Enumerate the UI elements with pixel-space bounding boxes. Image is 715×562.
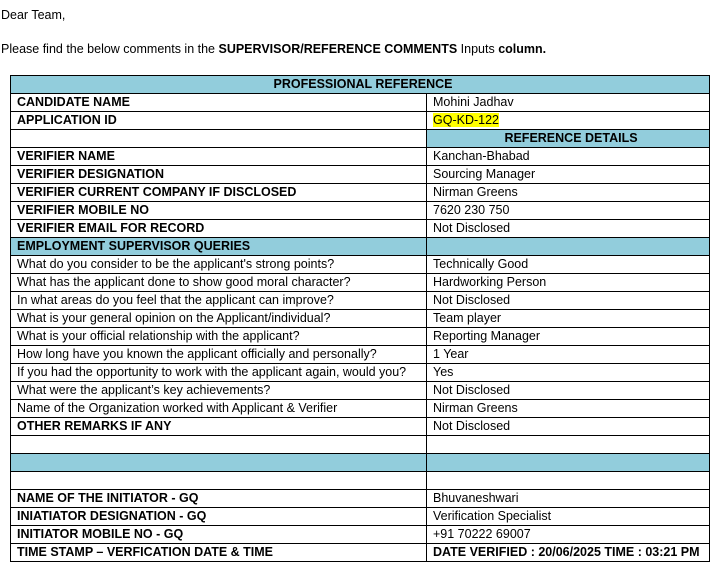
table-row [11, 400, 710, 418]
row-value: Not Disclosed [427, 418, 710, 436]
row-label: What do you consider to be the applicant's strong points? [11, 256, 427, 274]
table-row [11, 310, 710, 328]
table-row [11, 526, 710, 544]
row-value [427, 112, 710, 130]
row-value: Nirman Greens [427, 400, 710, 418]
row-label: How long have you known the applicant officially and personally? [11, 346, 427, 364]
blank-cell [11, 472, 427, 490]
row-value: Nirman Greens [427, 184, 710, 202]
row-value: DATE VERIFIED : 20/06/2025 TIME : 03:21 PM [427, 544, 710, 562]
table-row [11, 166, 710, 184]
table-row [11, 94, 710, 112]
table-row [11, 274, 710, 292]
row-value: 1 Year [427, 346, 710, 364]
separator-band-cell [427, 454, 710, 472]
table-row [11, 508, 710, 526]
row-value: Kanchan-Bhabad [427, 148, 710, 166]
queries-header-filler [427, 238, 710, 256]
row-value: Reporting Manager [427, 328, 710, 346]
row-label: TIME STAMP – VERFICATION DATE & TIME [11, 544, 427, 562]
table-row [11, 382, 710, 400]
row-label: VERIFIER NAME [11, 148, 427, 166]
table-row [11, 148, 710, 166]
reference-details-row [11, 130, 710, 148]
blank-cell [11, 436, 427, 454]
row-value: Yes [427, 364, 710, 382]
row-value: Sourcing Manager [427, 166, 710, 184]
row-label: INITIATOR MOBILE NO - GQ [11, 526, 427, 544]
blank-cell [427, 436, 710, 454]
table-row [11, 418, 710, 436]
intro-text [1, 42, 546, 56]
reference-details-header: REFERENCE DETAILS [427, 130, 710, 148]
row-value: Bhuvaneshwari [427, 490, 710, 508]
separator-band-cell [11, 454, 427, 472]
spacer-cell [11, 130, 427, 148]
row-value: Verification Specialist [427, 508, 710, 526]
row-label: VERIFIER MOBILE NO [11, 202, 427, 220]
row-value: Not Disclosed [427, 382, 710, 400]
application-id-highlight: GQ-KD-122 [433, 113, 499, 127]
row-label: VERIFIER CURRENT COMPANY IF DISCLOSED [11, 184, 427, 202]
intro-bold-column: column. [498, 42, 547, 56]
row-value: 7620 230 750 [427, 202, 710, 220]
row-label: VERIFIER EMAIL FOR RECORD [11, 220, 427, 238]
row-label: APPLICATION ID [11, 112, 427, 130]
blank-row [11, 472, 710, 490]
row-value: Not Disclosed [427, 292, 710, 310]
table-row [11, 346, 710, 364]
row-label: If you had the opportunity to work with the applicant again, would you? [11, 364, 427, 382]
row-label: What is your general opinion on the Applicant/individual? [11, 310, 427, 328]
blank-cell [427, 472, 710, 490]
row-label: What were the applicant’s key achievements? [11, 382, 427, 400]
greeting-text: Dear Team, [1, 8, 66, 22]
row-label: Name of the Organization worked with Applicant & Verifier [11, 400, 427, 418]
row-value: Technically Good [427, 256, 710, 274]
intro-middle: Inputs [457, 42, 499, 56]
table-row [11, 364, 710, 382]
table-row [11, 328, 710, 346]
table-row [11, 544, 710, 562]
table-row [11, 292, 710, 310]
queries-header-row [11, 238, 710, 256]
row-label: NAME OF THE INITIATOR - GQ [11, 490, 427, 508]
row-label: INIATIATOR DESIGNATION - GQ [11, 508, 427, 526]
row-label: VERIFIER DESIGNATION [11, 166, 427, 184]
intro-bold-comments: SUPERVISOR/REFERENCE COMMENTS [218, 42, 458, 56]
row-value: Team player [427, 310, 710, 328]
row-value: Not Disclosed [427, 220, 710, 238]
blank-row [11, 436, 710, 454]
row-label: OTHER REMARKS IF ANY [11, 418, 427, 436]
row-label: CANDIDATE NAME [11, 94, 427, 112]
row-value: Hardworking Person [427, 274, 710, 292]
row-label: What is your official relationship with the applicant? [11, 328, 427, 346]
row-value: +91 70222 69007 [427, 526, 710, 544]
row-label: In what areas do you feel that the applicant can improve? [11, 292, 427, 310]
queries-header: EMPLOYMENT SUPERVISOR QUERIES [11, 238, 427, 256]
separator-band-row [11, 454, 710, 472]
row-label: What has the applicant done to show good moral character? [11, 274, 427, 292]
table-row [11, 490, 710, 508]
table-row [11, 184, 710, 202]
table-row [11, 220, 710, 238]
table-row [11, 202, 710, 220]
row-value: Mohini Jadhav [427, 94, 710, 112]
table-title: PROFESSIONAL REFERENCE [11, 76, 710, 94]
table-title-row [11, 76, 710, 94]
table-row [11, 256, 710, 274]
professional-reference-table [10, 75, 710, 562]
table-row [11, 112, 710, 130]
intro-prefix: Please find the below comments in the [1, 42, 219, 56]
